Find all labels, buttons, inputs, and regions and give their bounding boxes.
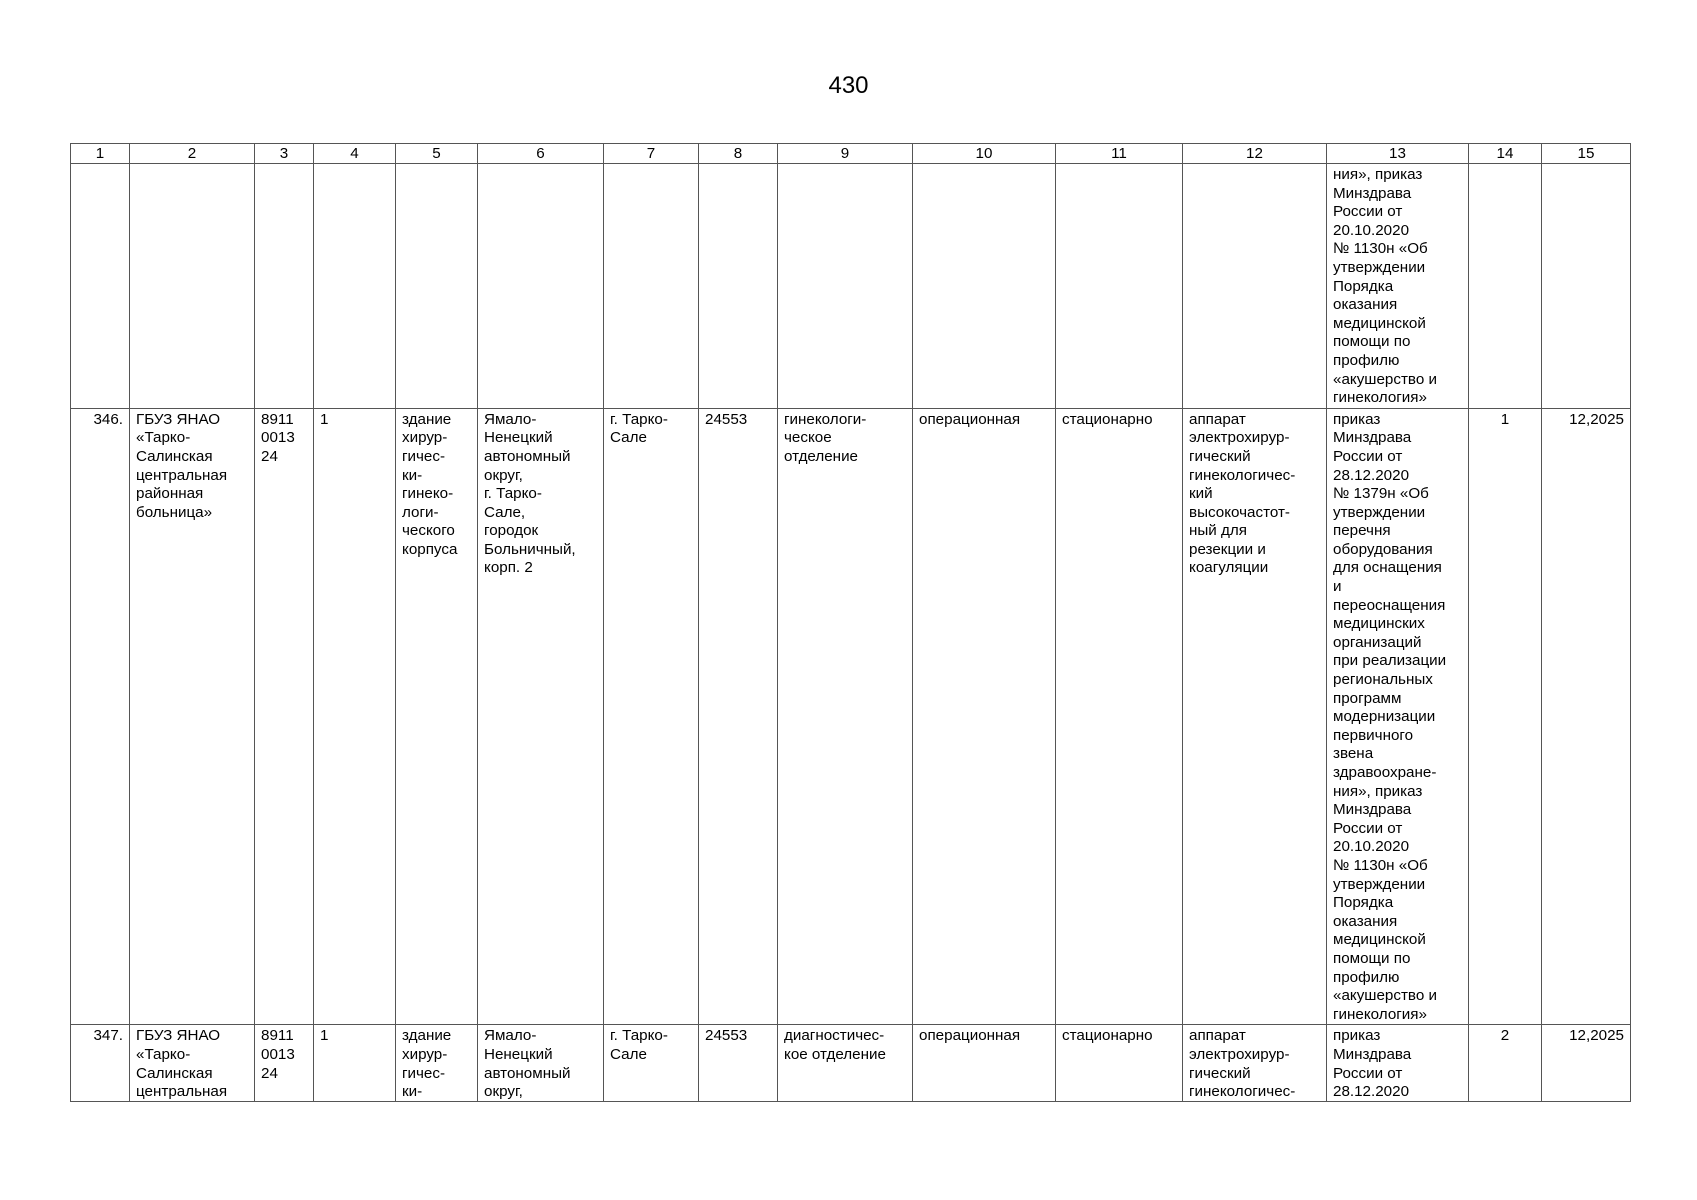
code-cell: 8911 0013 24 [255, 1025, 314, 1102]
oktmo-cell: 24553 [699, 1025, 778, 1102]
city-cell: г. Тарко- Сале [604, 408, 699, 1025]
row-number-cell: 346. [71, 408, 130, 1025]
header-cell: 5 [396, 144, 478, 164]
page-number: 430 [828, 72, 869, 99]
basis-cell: приказ Минздрава России от 28.12.2020 № 1379н «Об утверждении перечня оборудования для оснащения и переоснащения медицинских организаций при реализации региональных программ модернизации первичного звена здравоохране- ния», приказ Минздрава России от 20.10.2020 № 1130н «Об утверждении Порядка оказания медицинской помощи по профилю «акушерство и гинекология» [1327, 408, 1469, 1025]
header-cell: 11 [1056, 144, 1183, 164]
building-cell: здание хирур- гичес- ки- [396, 1025, 478, 1102]
room-cell: операционная [913, 1025, 1056, 1102]
code-cell: 8911 0013 24 [255, 408, 314, 1025]
equipment-cell: аппарат электрохирур- гический гинекологичес- кий высокочастот- ный для резекции и коагуляции [1183, 408, 1327, 1025]
oktmo-cell: 24553 [699, 408, 778, 1025]
header-cell: 3 [255, 144, 314, 164]
address-cell: Ямало- Ненецкий автономный округ, [478, 1025, 604, 1102]
department-cell: гинекологи- ческое отделение [778, 408, 913, 1025]
header-cell: 12 [1183, 144, 1327, 164]
room-cell: операционная [913, 408, 1056, 1025]
row-number-cell: 347. [71, 1025, 130, 1102]
header-cell: 9 [778, 144, 913, 164]
header-cell: 4 [314, 144, 396, 164]
header-row [71, 144, 1631, 164]
building-cell: здание хирур- гичес- ки- гинеко- логи- ческого корпуса [396, 408, 478, 1025]
year-cell: 12,2025 [1542, 1025, 1631, 1102]
continuation-row [71, 164, 1631, 409]
col4-cell: 1 [314, 408, 396, 1025]
header-cell: 14 [1469, 144, 1542, 164]
col4-cell: 1 [314, 1025, 396, 1102]
header-cell: 8 [699, 144, 778, 164]
department-cell: диагностичес- кое отделение [778, 1025, 913, 1102]
year-cell: 12,2025 [1542, 408, 1631, 1025]
header-cell: 2 [130, 144, 255, 164]
equipment-table [70, 143, 1631, 1102]
table-row [71, 1025, 1631, 1102]
equipment-cell: аппарат электрохирур- гический гинекологичес- [1183, 1025, 1327, 1102]
mode-cell: стационарно [1056, 408, 1183, 1025]
header-cell: 15 [1542, 144, 1631, 164]
address-cell: Ямало- Ненецкий автономный округ, г. Тарко- Сале, городок Больничный, корп. 2 [478, 408, 604, 1025]
basis-cell: приказ Минздрава России от 28.12.2020 [1327, 1025, 1469, 1102]
organization-cell: ГБУЗ ЯНАО «Тарко- Салинская центральная [130, 1025, 255, 1102]
header-cell: 10 [913, 144, 1056, 164]
quantity-cell: 1 [1469, 408, 1542, 1025]
table-row [71, 408, 1631, 1025]
header-cell: 6 [478, 144, 604, 164]
header-cell: 1 [71, 144, 130, 164]
header-cell: 13 [1327, 144, 1469, 164]
header-cell: 7 [604, 144, 699, 164]
quantity-cell: 2 [1469, 1025, 1542, 1102]
city-cell: г. Тарко- Сале [604, 1025, 699, 1102]
basis-cell: ния», приказ Минздрава России от 20.10.2020 № 1130н «Об утверждении Порядка оказания медицинской помощи по профилю «акушерство и гинекология» [1327, 164, 1469, 409]
organization-cell: ГБУЗ ЯНАО «Тарко- Салинская центральная районная больница» [130, 408, 255, 1025]
mode-cell: стационарно [1056, 1025, 1183, 1102]
